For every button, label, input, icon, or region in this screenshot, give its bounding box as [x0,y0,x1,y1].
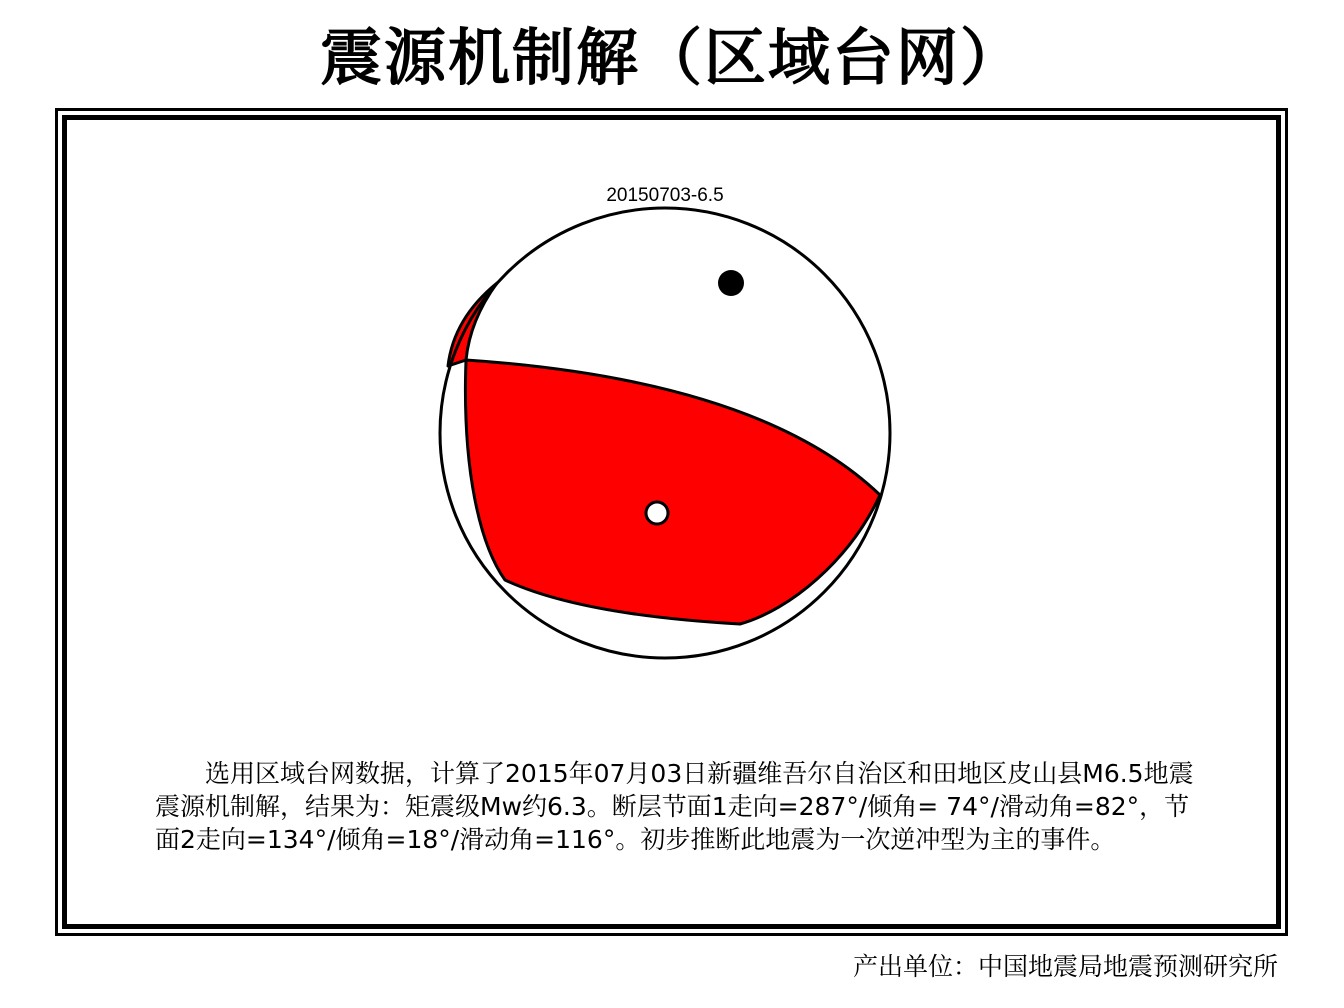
result-description: 选用区域台网数据，计算了2015年07月03日新疆维吾尔自治区和田地区皮山县M6.5地震震源机制解，结果为：矩震级Mw约6.3。断层节面1走向=287°/倾角= 74°/滑动角=82°，节面2走向=134°/倾角=18°/滑动角=116°。初步推断此地震为一次逆冲型为主的事件。 [155,759,1194,854]
event-label: 20150703-6.5 [606,185,724,206]
page-title: 震源机制解（区域台网） [319,21,1024,94]
p-axis-marker [646,502,668,524]
focal-mechanism-beachball [420,170,920,680]
t-axis-marker [718,270,744,296]
producer-credit: 产出单位：中国地震局地震预测研究所 [852,952,1278,981]
